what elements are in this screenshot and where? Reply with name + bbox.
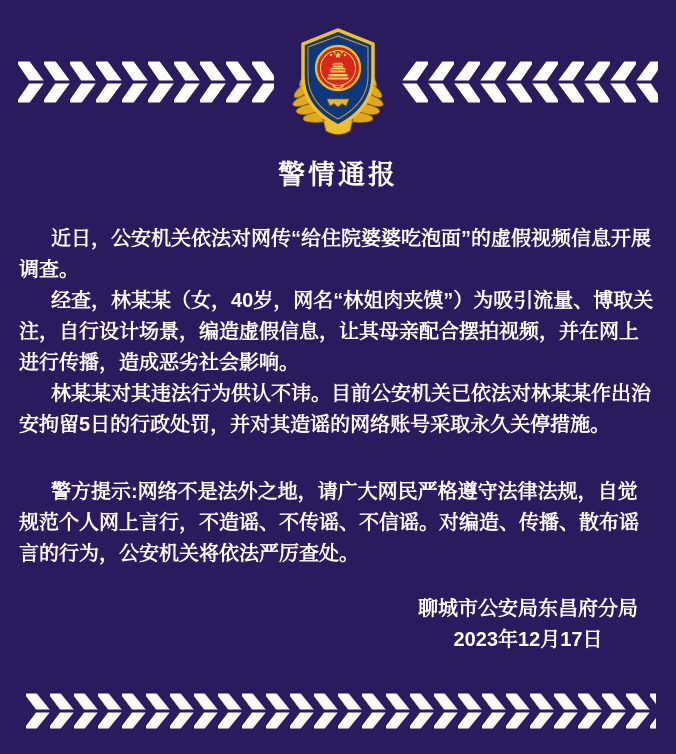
chevron-strip-right-icon xyxy=(402,61,658,103)
paragraph-findings: 经查，林某某（女，40岁，网名“林姐肉夹馍”）为吸引流量、博取关注，自行设计场景，编造虚假信息，让其母亲配合摆拍视频，并在网上进行传播，造成恶劣社会影响。 xyxy=(19,290,654,374)
notice-body xyxy=(19,224,657,570)
chevron-strip-bottom-icon xyxy=(26,693,656,729)
paragraph-police-warning: 警方提示:网络不是法外之地，请广大网民严格遵守法律法规，自觉规范个人网上言行，不造谣、不传谣、不信谣。对编造、传播、散布谣言的行为，公安机关将依法严厉查处。 xyxy=(19,481,639,565)
paragraph-punishment: 林某某对其违法行为供认不讳。目前公安机关已依法对林某某作出治安拘留5日的行政处罚，并对其造谣的网络账号采取永久关停措施。 xyxy=(19,383,651,436)
chevron-strip-left-icon xyxy=(18,61,274,103)
paragraph-investigation: 近日，公安机关依法对网传“给住院婆婆吃泡面”的虚假视频信息开展调查。 xyxy=(19,228,651,281)
notice-title: 警情通报 xyxy=(278,160,398,190)
issuer-name: 聊城市公安局东昌府分局 xyxy=(418,598,638,620)
issue-date: 2023年12月17日 xyxy=(453,629,603,651)
police-badge-icon xyxy=(288,26,388,140)
signature-block xyxy=(418,594,638,656)
